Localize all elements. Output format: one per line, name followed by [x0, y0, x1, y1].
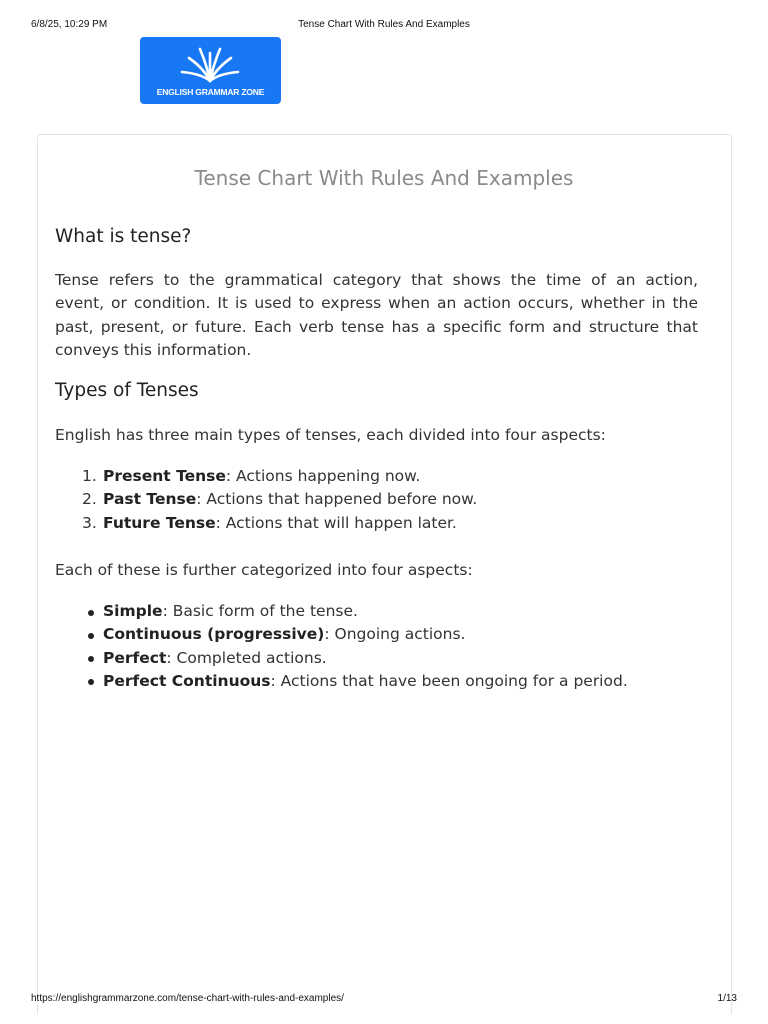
list-item: 2. Past Tense: Actions that happened before now. — [82, 490, 478, 509]
list-item: 1. Present Tense: Actions happening now. — [82, 467, 421, 485]
article-title: Tense Chart With Rules And Examples — [194, 166, 574, 190]
logo-text: ENGLISH GRAMMAR ZONE — [156, 87, 265, 97]
bullet-icon — [88, 633, 94, 639]
types-intro: English has three main types of tenses, each divided into four aspects: — [55, 426, 606, 444]
list-item: Continuous (progressive): Ongoing actions. — [82, 623, 628, 646]
heading-what-is-tense: What is tense? — [55, 226, 192, 247]
paragraph-line: event, or condition. It is used to express when an action occurs, whether in the — [55, 294, 698, 313]
open-book-icon — [178, 45, 242, 85]
paragraph-line: past, present, or future. Each verb tense has a specific form and structure that — [55, 317, 698, 336]
bullet-icon — [88, 610, 94, 616]
site-logo[interactable] — [140, 37, 281, 104]
bullet-icon — [88, 656, 94, 662]
print-title: Tense Chart With Rules And Examples — [298, 19, 470, 30]
list-item: Perfect: Completed actions. — [82, 647, 628, 670]
paragraph-line: Tense refers to the grammatical category that shows the time of an action, — [55, 271, 698, 289]
print-date: 6/8/25, 10:29 PM — [31, 19, 108, 30]
list-item: Perfect Continuous: Actions that have been ongoing for a period. — [82, 670, 628, 693]
print-footer — [31, 993, 737, 1007]
aspect-list — [82, 600, 628, 693]
print-header — [31, 19, 737, 33]
heading-types-of-tenses: Types of Tenses — [55, 380, 199, 401]
tense-list — [82, 465, 477, 535]
aspects-intro: Each of these is further categorized into four aspects: — [55, 561, 473, 579]
paragraph-line: conveys this information. — [55, 340, 252, 359]
definition-paragraph — [55, 269, 698, 362]
page-number: 1/13 — [717, 993, 737, 1004]
list-item: 3. Future Tense: Actions that will happen later. — [82, 513, 457, 532]
page-url[interactable]: https://englishgrammarzone.com/tense-chart-with-rules-and-examples/ — [31, 993, 344, 1004]
list-item: Simple: Basic form of the tense. — [82, 600, 628, 623]
bullet-icon — [88, 679, 94, 685]
